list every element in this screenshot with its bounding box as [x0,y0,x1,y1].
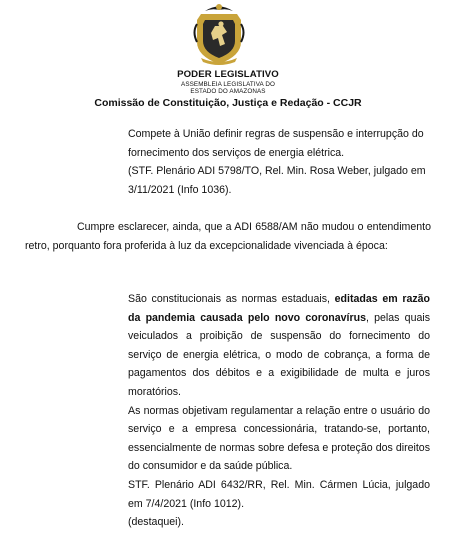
quote2-p1-before: São constitucionais as normas estaduais, [128,293,335,305]
quote2-paragraph-2: As normas objetivam regulamentar a relação entre o usuário do serviço e a empresa concessionária, tratando-se, portanto, essencialmente de normas sobre defesa e proteção dos direitos do consumidor e da saúde pública. [128,404,430,473]
org-subtitle-line-2: ESTADO DO AMAZONAS [190,88,266,95]
quote1-text: Compete à União definir regras de suspensão e interrupção do fornecimento dos serviços de energia elétrica. [128,128,424,159]
document-header [0,0,456,112]
commission-title: Comissão de Constituição, Justiça e Redação - CCJR [94,97,362,109]
quote2-note: (destaquei). [128,516,184,529]
coat-of-arms-emblem-icon [191,2,247,68]
block-quote-2 [128,290,430,532]
org-subtitle-line-1: ASSEMBLEIA LEGISLATIVA DO [181,81,275,88]
block-quote-1 [128,125,430,199]
quote2-citation: STF. Plenário ADI 6432/RR, Rel. Min. Cármen Lúcia, julgado em 7/4/2021 (Info 1012). [128,478,430,510]
body-paragraph [25,218,431,255]
quote2-p1-after: , pelas quais veiculados a proibição de suspensão do fornecimento do serviço de energia elétrica, o modo de cobrança, a forma de pagamentos dos débitos e a exigibilidade de multa e juros moratórios. [128,311,430,398]
paragraph-text: Cumpre esclarecer, ainda, que a ADI 6588/AM não mudou o entendimento retro, porquanto fora proferida à luz da excepcionalidade vivenciada à época: [25,221,431,252]
quote1-citation: (STF. Plenário ADI 5798/TO, Rel. Min. Rosa Weber, julgado em 3/11/2021 (Info 1036). [128,165,426,196]
quote2-p1-emphasis: editadas em razão da pandemia causada pelo novo coronavírus [128,293,431,324]
org-title: PODER LEGISLATIVO [177,69,279,80]
quote2-paragraph-1 [128,290,430,402]
